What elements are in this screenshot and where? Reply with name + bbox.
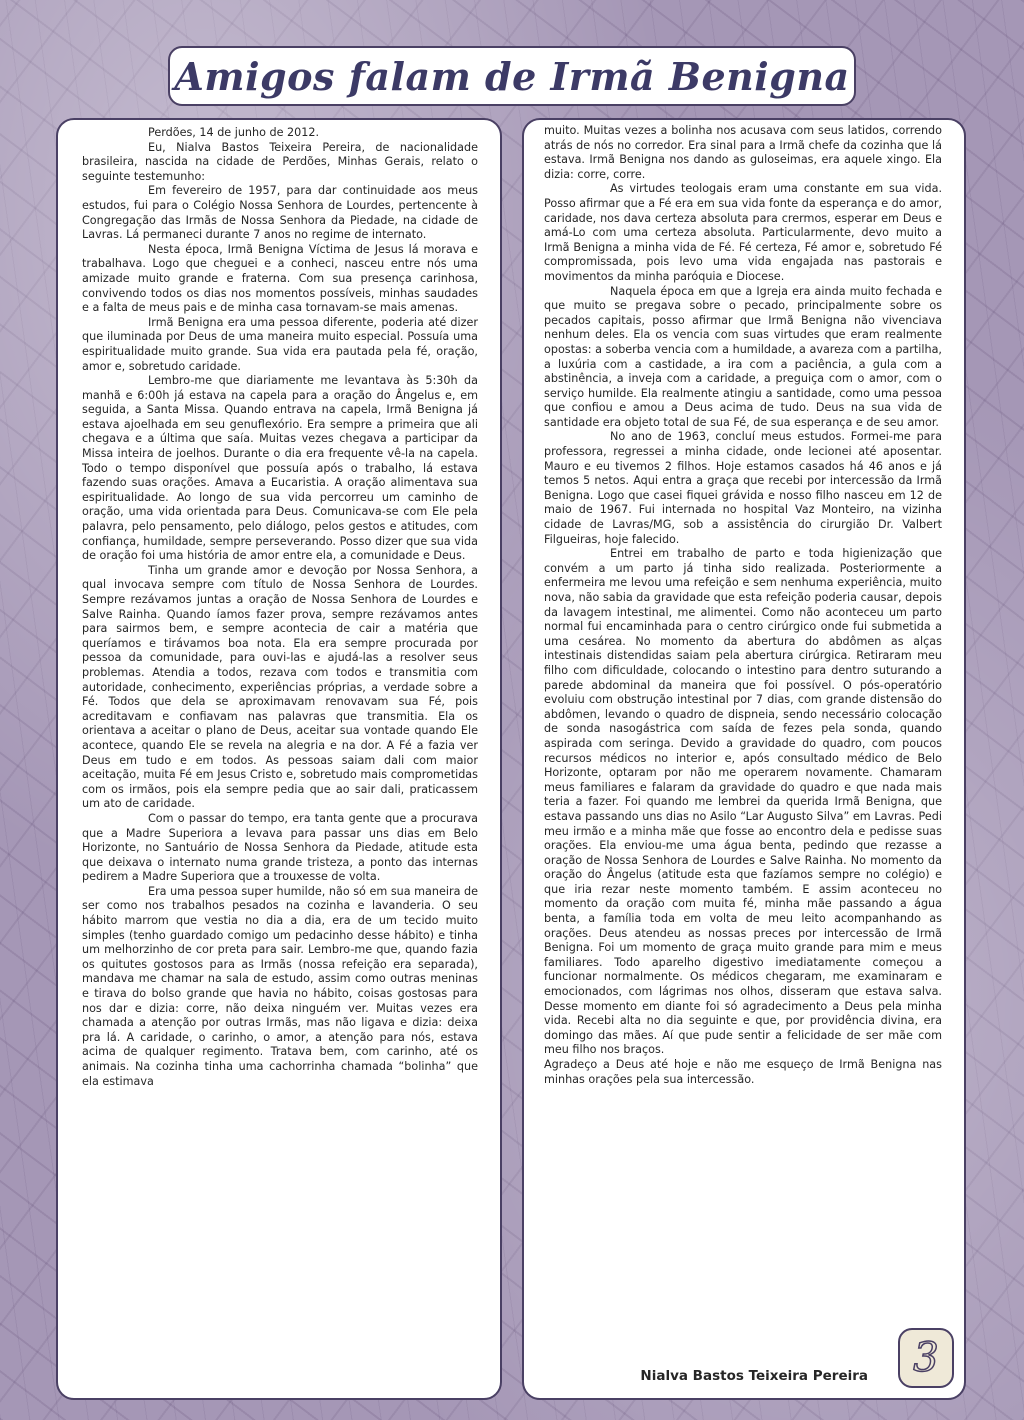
paragraph: Naquela época em que a Igreja era ainda muito fechada e que muito se pregava sobre o pecado, principalmente sobre os pecados capitais, posso afirmar que Irmã Benigna não vivenciava nenhum deles. Ela os vencia com suas virtudes que eram realmente opostas: a soberba vencia com a humildade, a avareza com a partilha, a luxúria com a castidade, a ira com a paciência, a gula com a abstinência, a inveja com a caridade, a preguiça com o amor, com o serviço humilde. Ela realmente atingiu a santidade, como uma pessoa que confiou e amou a Deus acima de tudo. Deus na sua vida de santidade era objeto total de sua Fé, de sua esperança e de seu amor. xyxy=(544,284,942,429)
page-number: 3 xyxy=(913,1335,939,1381)
paragraph-continuation: muito. Muitas vezes a bolinha nos acusava com seus latidos, correndo atrás de nós no corredor. Era sinal para a Irmã chefe da cozinha que lá estava. Irmã Benigna nos dando as guloseimas, era aquele xingo. Ela dizia: corre, corre. xyxy=(544,124,942,181)
left-column-text xyxy=(82,126,478,1089)
title-box xyxy=(168,46,856,106)
right-column xyxy=(522,118,966,1400)
paragraph: As virtudes teologais eram uma constante em sua vida. Posso afirmar que a Fé era em sua vida fonte da esperança e do amor, caridade, nos dava certeza absoluta para crermos, esperar em Deus e amá-Lo com uma certeza absoluta. Particularmente, devo muito a Irmã Benigna a minha vida de Fé. Fé certeza, Fé amor e, sobretudo Fé compromissada, pois levo uma vida engajada nas pastorais e movimentos da minha paróquia e Diocese. xyxy=(544,182,942,283)
paragraph: Eu, Nialva Bastos Teixeira Pereira, de nacionalidade brasileira, nascida na cidade de Perdões, Minhas Gerais, relato o seguinte testemunho: xyxy=(82,140,478,183)
paragraph-date: Perdões, 14 de junho de 2012. xyxy=(148,126,320,139)
right-column-text xyxy=(544,124,942,1087)
paragraph: Era uma pessoa super humilde, não só em sua maneira de ser como nos trabalhos pesados na cozinha e lavanderia. O seu hábito marrom que vestia no dia a dia, era de um tecido muito simples (tenho guardado comigo um pedacinho desse hábito) e tinha um melhorzinho de cor preta para sair. Lembro-me que, quando fazia os quitutes gostosos para as Irmãs (nossa refeição era separada), mandava me chamar na sala de estudo, assim como outras meninas e tirava do bolso grande que havia no hábito, coisas gostosas para nos dar e dizia: corre, não deixa ninguém ver. Muitas vezes era chamada a atenção por outras Irmãs, mas não ligava e dizia: deixa pra lá. A caridade, o carinho, o amor, a atenção para nós, estava acima de qualquer regimento. Tratava bem, com carinho, até os animais. Na cozinha tinha uma cachorrinha chamada “bolinha” que ela estimava xyxy=(82,884,478,1088)
paragraph: Tinha um grande amor e devoção por Nossa Senhora, a qual invocava sempre com título de Nossa Senhora de Lourdes. Sempre rezávamos juntas a oração de Nossa Senhora de Lourdes e Salve Rainha. Quando íamos fazer prova, sempre rezávamos antes para sairmos bem, e sempre acontecia de cair a matéria que queríamos e tirávamos boa nota. Ela era sempre procurada por pessoa da comunidade, para ouvi-las e ajudá-las a resolver seus problemas. Atendia a todos, rezava com todos e transmitia com autoridade, conhecimento, experiências próprias, a verdade sobre a Fé. Todos que dela se aproximavam renovavam sua Fé, pois acreditavam e confiavam nas palavras que transmitia. Ela os orientava a aceitar o plano de Deus, aceitar sua vontade quando Ele acontece, quando Ele se revela na alegria e na dor. A Fé a fazia ver Deus em tudo e em todos. As pessoas saiam dali com maior aceitação, muita Fé em Jesus Cristo e, sobretudo mais comprometidas com os irmãos, pois ela sempre pedia que ao sair dali, praticassem um ato de caridade. xyxy=(82,563,478,811)
paragraph-closing: Agradeço a Deus até hoje e não me esqueço de Irmã Benigna nas minhas orações pela sua intercessão. xyxy=(544,1058,942,1086)
page-number-box xyxy=(898,1328,954,1388)
paragraph: Irmã Benigna era uma pessoa diferente, poderia até dizer que iluminada por Deus de uma maneira muito especial. Possuía uma espiritualidade muito grande. Sua vida era pautada pela fé, oração, amor e, sobretudo caridade. xyxy=(82,315,478,373)
paragraph: Lembro-me que diariamente me levantava às 5:30h da manhã e 6:00h já estava na capela para a oração do Ângelus e, em seguida, a Santa Missa. Quando entrava na capela, Irmã Benigna já estava ajoelhada em seu genuflexório. Era sempre a primeira que ali chegava e a última que saía. Muitas vezes chegava a participar da Missa inteira de joelhos. Durante o dia era frequente vê-la na capela. Todo o tempo disponível que possuía após o trabalho, lá estava fazendo suas orações. Amava a Eucaristia. A oração alimentava sua espiritualidade. Ao longo de sua vida percorreu um caminho de oração, uma vida orientada para Deus. Comunicava-se com Ele pela palavra, pelo pensamento, pelo diálogo, pelos gestos e atitudes, com confiança, humildade, sempre perseverando. Posso dizer que sua vida de oração foi uma história de amor entre ela, a comunidade e Deus. xyxy=(82,374,478,563)
left-column xyxy=(56,118,502,1400)
paragraph: Com o passar do tempo, era tanta gente que a procurava que a Madre Superiora a levava para passar uns dias em Belo Horizonte, no Santuário de Nossa Senhora da Piedade, atitude esta que deixava o internato numa grande tristeza, a ponto das internas pedirem a Madre Superiora que a trouxesse de volta. xyxy=(82,811,478,884)
paragraph: Em fevereiro de 1957, para dar continuidade aos meus estudos, fui para o Colégio Nossa Senhora de Lourdes, pertencente à Congregação das Irmãs de Nossa Senhora da Piedade, na cidade de Lavras. Lá permaneci durante 7 anos no regime de internato. xyxy=(82,184,478,242)
paragraph: Entrei em trabalho de parto e toda higienização que convém a um parto já tinha sido realizada. Posteriormente a enfermeira me levou uma refeição e sem nenhuma experiência, muito nova, não sabia da gravidade que esta refeição poderia causar, depois da lavagem intestinal, me alimentei. Como não aconteceu um parto normal fui encaminhada para o centro cirúrgico onde fui submetida a uma cesárea. No momento da abertura do abdômen as alças intestinais distendidas saiam pela abertura cirúrgica. Retiraram meu filho com dificuldade, colocando o intestino para dentro suturando a parede abdominal da maneira que foi possível. O pós-operatório evoluiu com obstrução intestinal por 7 dias, com grande distensão do abdômen, levando o quadro de dispneia, sendo necessário colocação de sonda nasogástrica com saída de fezes pela sonda, quando aspirada com seringa. Devido a gravidade do quadro, com poucos recursos médicos no interior e, após consultado médico de Belo Horizonte, optaram por não me operarem novamente. Chamaram meus familiares e falaram da gravidade do quadro e que nada mais teria a fazer. Foi quando me lembrei da querida Irmã Benigna, que estava passando uns dias no Asilo “Lar Augusto Silva” em Lavras. Pedi meu irmão e a minha mãe que fosse ao encontro dela e pedisse suas orações. Ela enviou-me uma água benta, pedindo que rezasse a oração de Nossa Senhora de Lourdes e Salve Rainha. No momento da oração do Ângelus (atitude esta que fazíamos sempre no colégio) e que iria rezar neste momento também. E assim aconteceu no momento da oração com muita fé, minha mãe passando a água benta, a família toda em volta de meu leito acompanhando as orações. Deus atendeu as nossas preces por intercessão de Irmã Benigna. Foi um momento de graça muito grande para mim e meus familiares. Todo aparelho digestivo imediatamente começou a funcionar normalmente. Os médicos chegaram, me examinaram e emocionados, com lágrimas nos olhos, disseram que estava salva. Desse momento em diante foi só agradecimento a Deus pela minha vida. Recebi alta no dia seguinte e que, por providência divina, era domingo das mães. Aí que pude sentir a felicidade de ser mãe com meu filho nos braços. xyxy=(544,547,942,1057)
paragraph: Nesta época, Irmã Benigna Víctima de Jesus lá morava e trabalhava. Logo que cheguei e a conheci, nasceu entre nós uma amizade muito grande e fraterna. Com sua presença carinhosa, convivendo todos os dias nos momentos possíveis, minhas saudades e a falta de meus pais e de minha casa tornavam-se mais amenas. xyxy=(82,242,478,315)
page-title: Amigos falam de Irmã Benigna xyxy=(174,53,850,99)
paragraph: No ano de 1963, concluí meus estudos. Formei-me para professora, regressei a minha cidade, onde lecionei até aposentar. Mauro e eu tivemos 2 filhos. Hoje estamos casados há 46 anos e já temos 5 netos. Aqui entra a graça que recebi por intercessão da Irmã Benigna. Logo que casei fiquei grávida e nosso filho nasceu em 12 de maio de 1967. Fui internada no hospital Vaz Monteiro, na vizinha cidade de Lavras/MG, sob a assistência do cirurgião Dr. Valbert Filgueiras, hoje falecido. xyxy=(544,430,942,546)
signature: Nialva Bastos Teixeira Pereira xyxy=(640,1368,868,1384)
